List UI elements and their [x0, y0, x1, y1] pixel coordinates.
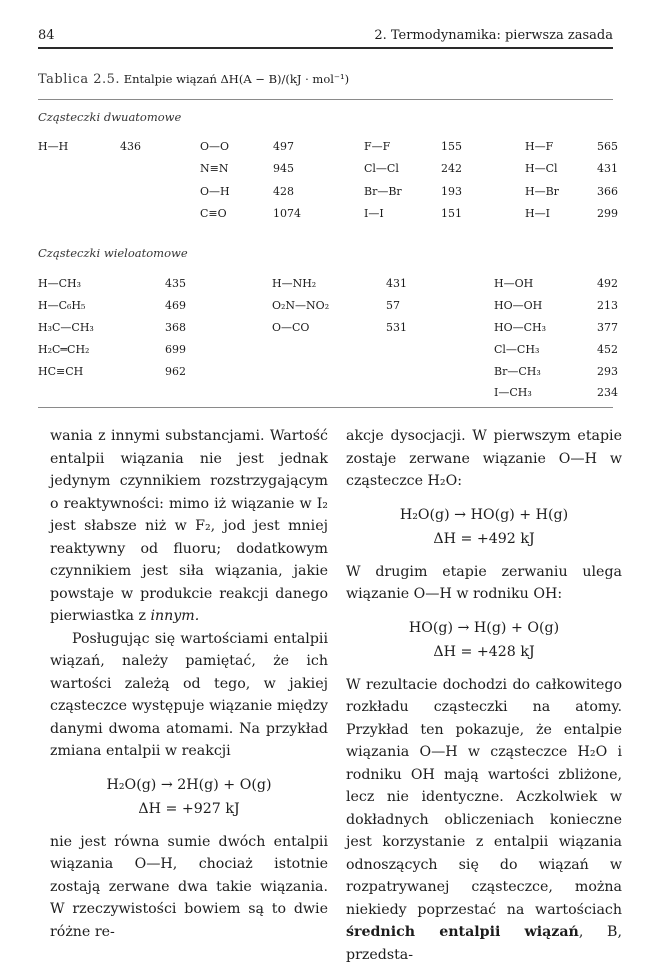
bond-value: 431	[597, 162, 618, 175]
bond-name: O₂N—NO₂	[272, 299, 330, 312]
bond-name: I—I	[364, 207, 384, 220]
bond-name: H—NH₂	[272, 277, 317, 290]
bond-name: Br—Br	[364, 185, 402, 198]
table-caption-label: Tablica 2.5.	[38, 72, 121, 87]
bond-value: 469	[165, 299, 186, 312]
equation-enthalpy: ΔH = +428 kJ	[433, 643, 535, 660]
bond-name: H—Cl	[525, 162, 558, 175]
bond-value: 428	[273, 185, 294, 198]
right-column	[346, 425, 622, 966]
equation	[346, 503, 622, 551]
bond-name: O—O	[200, 140, 230, 153]
paragraph	[346, 674, 622, 967]
header-rule	[38, 47, 613, 49]
bond-name: Cl—CH₃	[494, 343, 540, 356]
bond-value: 368	[165, 321, 186, 334]
bond-value: 435	[165, 277, 186, 290]
bond-name: O—CO	[272, 321, 310, 334]
bond-value: 531	[386, 321, 407, 334]
equation	[50, 773, 328, 821]
running-title: 2. Termodynamika: pierwsza zasada	[374, 28, 613, 43]
paragraph: akcje dysocjacji. W pierwszym etapie zostaje zerwane wiązanie O—H w cząsteczce H₂O:	[346, 428, 622, 489]
equation-reaction: H₂O(g) → 2H(g) + O(g)	[106, 776, 272, 793]
bond-value: 1074	[273, 207, 301, 220]
section-diatomic: Cząsteczki dwuatomowe	[38, 110, 182, 124]
bond-name: H₃C—CH₃	[38, 321, 94, 334]
bond-value: 193	[441, 185, 462, 198]
bond-name: H—Br	[525, 185, 559, 198]
equation-reaction: HO(g) → H(g) + O(g)	[408, 619, 560, 636]
bond-name: HO—CH₃	[494, 321, 547, 334]
bond-name: HC≡CH	[38, 365, 84, 378]
bond-name: N≡N	[200, 162, 229, 175]
bond-name: C≡O	[200, 207, 227, 220]
bond-name: H₂C═CH₂	[38, 343, 90, 356]
paragraph: Posługując się wartościami entalpii wiązań, należy pamiętać, że ich wartości zależą od tego, w jakiej cząsteczce występuje wiązanie między danymi dwoma atomami. Na przykład zmiana entalpii w reakcji	[50, 630, 328, 759]
bond-name: H—C₆H₅	[38, 299, 86, 312]
bond-name: I—CH₃	[494, 386, 532, 399]
paragraph: W drugim etapie zerwaniu ulega wiązanie O—H w rodniku OH:	[346, 563, 622, 602]
key-term: średnich entalpii wiązań	[346, 924, 579, 940]
bond-value: 155	[441, 140, 462, 153]
bond-value: 299	[597, 207, 618, 220]
paragraph	[50, 425, 328, 628]
bond-name: H—I	[525, 207, 550, 220]
bond-value: 565	[597, 140, 618, 153]
equation	[346, 616, 622, 664]
bond-value: 452	[597, 343, 618, 356]
equation-enthalpy: ΔH = +492 kJ	[433, 530, 535, 547]
table-top-rule	[38, 99, 613, 100]
paragraph-text: , B, przedsta-	[346, 924, 622, 963]
bond-value: 431	[386, 277, 407, 290]
bond-value: 699	[165, 343, 186, 356]
bond-name: Cl—Cl	[364, 162, 399, 175]
bond-value: 151	[441, 207, 462, 220]
section-polyatomic: Cząsteczki wieloatomowe	[38, 246, 188, 260]
bond-value: 962	[165, 365, 186, 378]
bond-value: 234	[597, 386, 618, 399]
table-caption-text: Entalpie wiązań ΔH(A − B)/(kJ · mol⁻¹)	[123, 72, 350, 86]
bond-name: H—H	[38, 140, 69, 153]
equation-reaction: H₂O(g) → HO(g) + H(g)	[399, 506, 569, 523]
bond-name: HO—OH	[494, 299, 543, 312]
bond-value: 366	[597, 185, 618, 198]
table-caption	[38, 72, 349, 87]
bond-value: 492	[597, 277, 618, 290]
table-bottom-rule	[38, 407, 613, 408]
paragraph-text: wania z innymi substancjami. Wartość entalpii wiązania nie jest jednak jedynym czynnikiem rozstrzygającym o reaktywności: mimo iż wiązanie w I₂ jest słabsze niż w F₂, jod jest mniej reaktywny od fluoru; dodatkowym czynnikiem jest siła wiązania, jakie powstaje w produkcie reakcji danego pierwiastka z	[50, 428, 328, 624]
bond-name: H—OH	[494, 277, 534, 290]
equation-enthalpy: ΔH = +927 kJ	[138, 800, 240, 817]
bond-value: 436	[120, 140, 141, 153]
bond-name: H—F	[525, 140, 554, 153]
bond-value: 497	[273, 140, 294, 153]
bond-value: 945	[273, 162, 294, 175]
paragraph-text: W rezultacie dochodzi do całkowitego rozkładu cząsteczki na atomy. Przykład ten pokazuje, że entalpie wiązania O—H w cząsteczce H₂O i rodniku OH mają wartości zbliżone, lecz nie identyczne. Aczkolwiek w dokładnych obliczeniach konieczne jest korzystanie z entalpii wiązania odnoszących się do wiązań w rozpatrywanej cząsteczce, można niekiedy poprzestać na wartościach	[346, 676, 622, 918]
bond-name: H—CH₃	[38, 277, 82, 290]
bond-value: 242	[441, 162, 462, 175]
page-header	[38, 28, 613, 46]
bond-name: F—F	[364, 140, 391, 153]
bond-value: 57	[386, 299, 400, 312]
paragraph: nie jest równa sumie dwóch entalpii wiązania O—H, chociaż istotnie zostają zerwane dwa takie wiązania. W rzeczywistości bowiem są to dwie różne re-	[50, 833, 328, 940]
page-number: 84	[38, 28, 55, 43]
paragraph-emphasis: innym.	[150, 608, 200, 624]
bond-value: 213	[597, 299, 618, 312]
bond-value: 293	[597, 365, 618, 378]
bond-name: O—H	[200, 185, 230, 198]
bond-value: 377	[597, 321, 618, 334]
left-column	[50, 425, 328, 943]
bond-name: Br—CH₃	[494, 365, 541, 378]
